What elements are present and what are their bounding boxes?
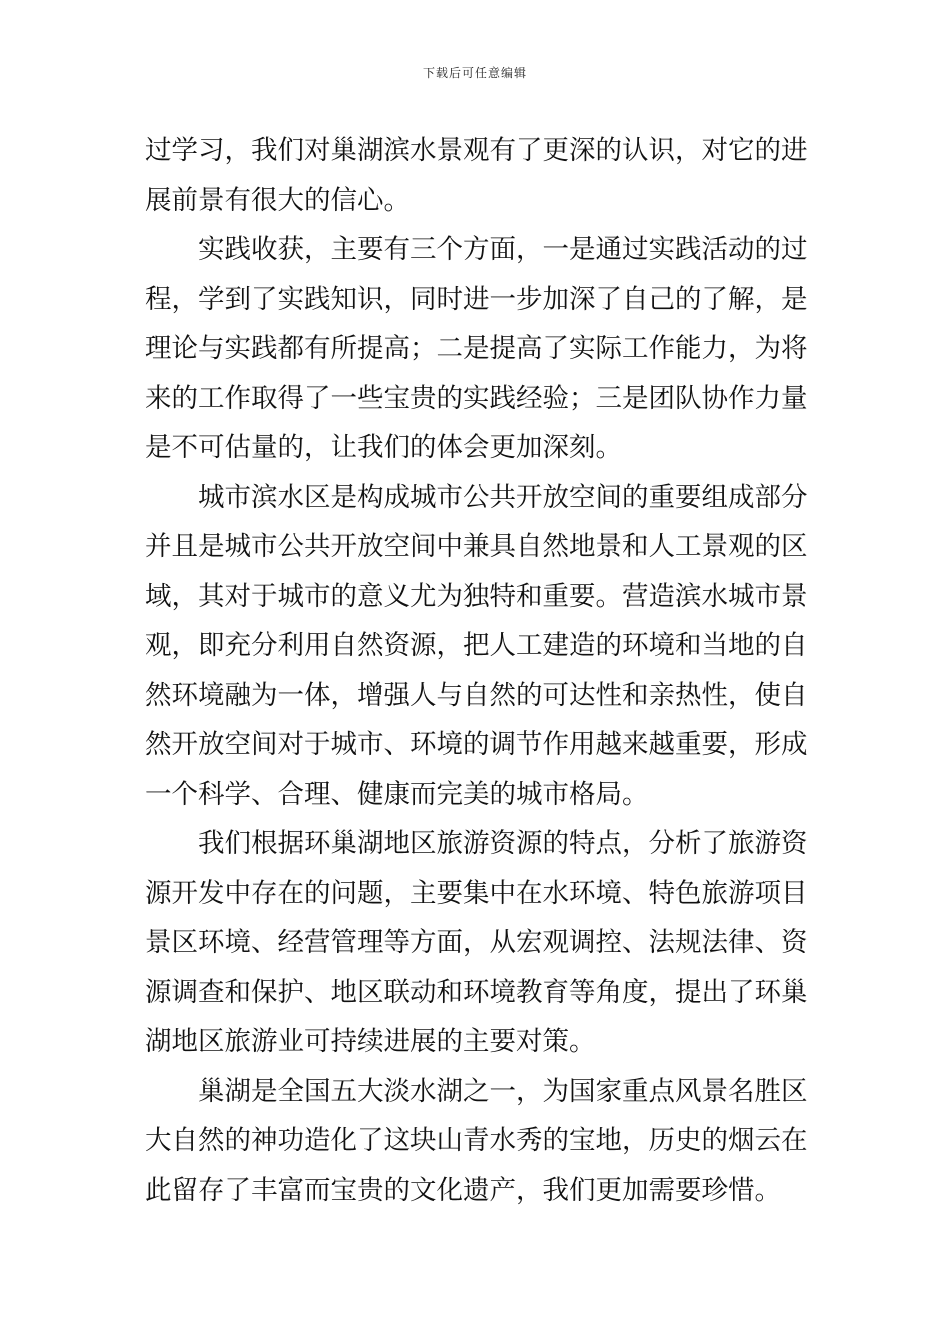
text-line: 此留存了丰富而宝贵的文化遗产，我们更加需要珍惜。	[145, 1174, 781, 1206]
text-line: 景区环境、经营管理等方面，从宏观调控、法规法律、资	[145, 927, 808, 958]
text-line: 源调查和保护、地区联动和环境教育等角度，提出了环巢	[145, 976, 808, 1008]
text-line: 观，即充分利用自然资源，把人工建造的环境和当地的自	[145, 630, 808, 661]
text-line: 然开放空间对于城市、环境的调节作用越来越重要，形成	[145, 729, 808, 760]
text-line: 程，学到了实践知识，同时进一步加深了自己的了解，是	[145, 283, 808, 315]
text-line: 过学习，我们对巢湖滨水景观有了更深的认识，对它的进	[145, 135, 808, 166]
text-line: 大自然的神功造化了这块山青水秀的宝地，历史的烟云在	[145, 1125, 808, 1156]
text-line: 展前景有很大的信心。	[145, 184, 410, 216]
text-line: 理论与实践都有所提高；二是提高了实际工作能力，为将	[145, 333, 808, 364]
paragraph-start-line: 我们根据环巢湖地区旅游资源的特点，分析了旅游资	[198, 828, 808, 859]
text-line: 源开发中存在的问题，主要集中在水环境、特色旅游项目	[145, 877, 808, 909]
text-line: 一个科学、合理、健康而完美的城市格局。	[145, 778, 649, 810]
paragraph-start-line: 实践收获，主要有三个方面，一是通过实践活动的过	[198, 234, 808, 265]
text-line: 是不可估量的，让我们的体会更加深刻。	[145, 432, 622, 463]
paragraph-start-line: 城市滨水区是构成城市公共开放空间的重要组成部分	[198, 481, 808, 513]
text-line: 然环境融为一体，增强人与自然的可达性和亲热性，使自	[145, 679, 808, 711]
text-line: 来的工作取得了一些宝贵的实践经验；三是团队协作力量	[145, 382, 808, 414]
header-note: 下载后可任意编辑	[422, 66, 527, 80]
text-line: 域，其对于城市的意义尤为独特和重要。营造滨水城市景	[145, 580, 808, 612]
text-line: 并且是城市公共开放空间中兼具自然地景和人工景观的区	[145, 531, 808, 562]
document-body	[145, 126, 815, 1215]
paragraph-start-line: 巢湖是全国五大淡水湖之一，为国家重点风景名胜区	[198, 1075, 808, 1107]
text-line: 湖地区旅游业可持续进展的主要对策。	[145, 1026, 596, 1057]
